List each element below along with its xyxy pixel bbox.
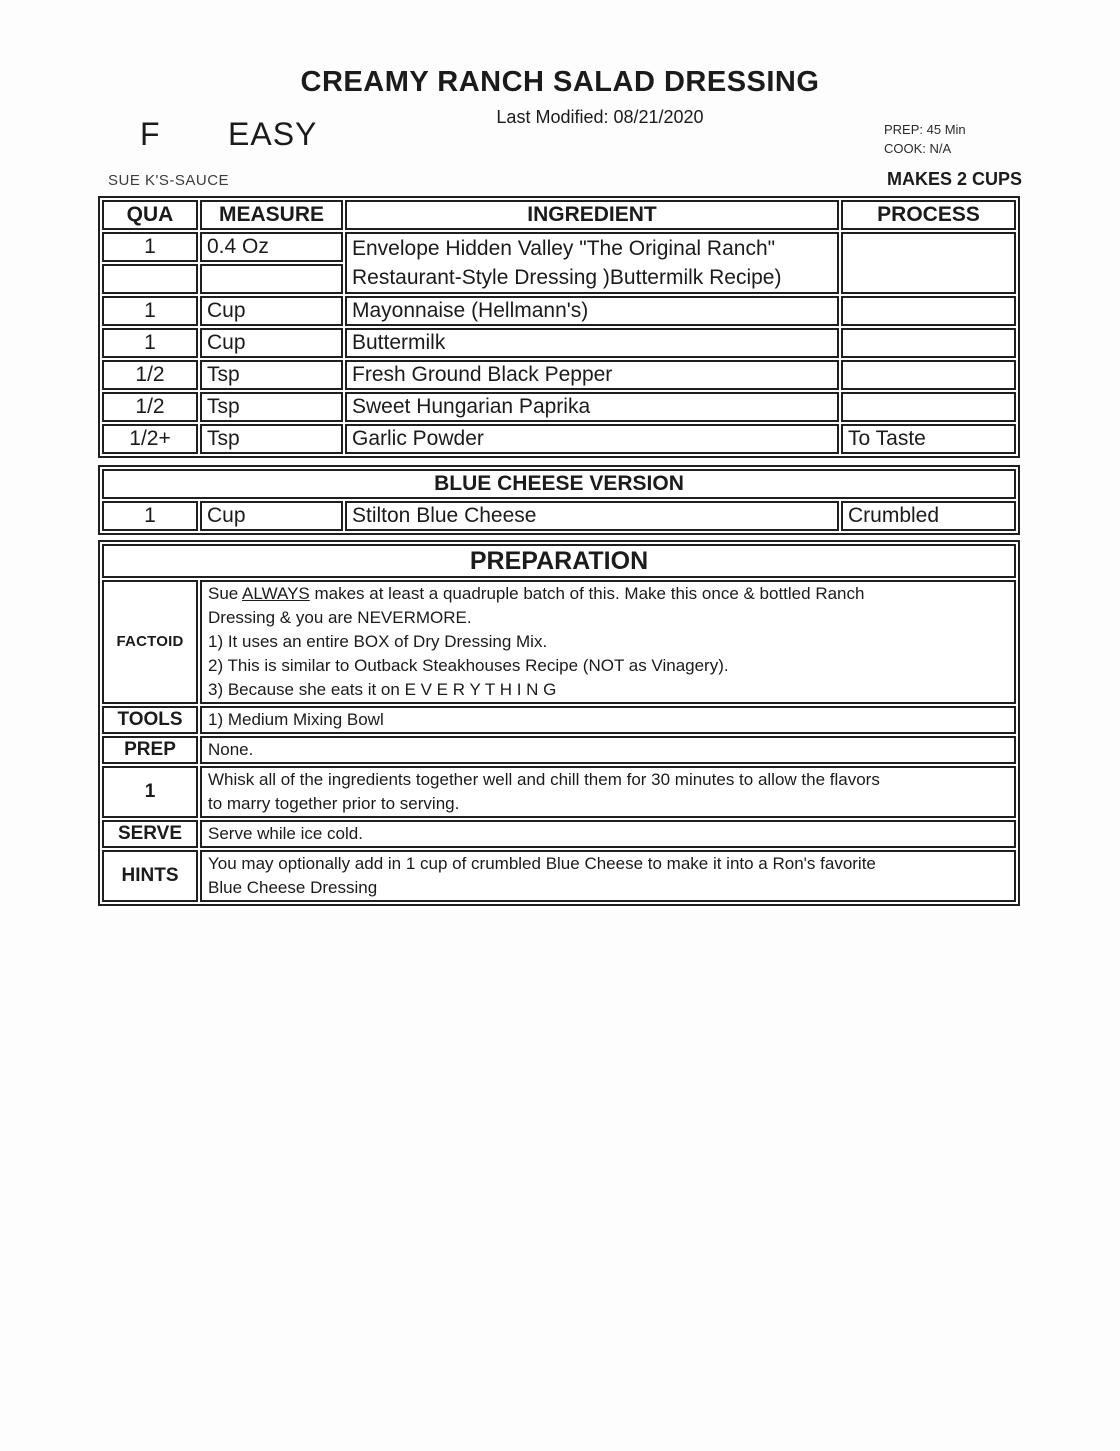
step-row [102,766,1016,818]
tools-row [102,706,1016,734]
factoid-text [200,580,1016,704]
factoid-row [102,580,1016,704]
factoid-line1-underlined: ALWAYS [242,584,310,603]
factoid-line1-pre: Sue [208,584,243,603]
ingredients-table [98,196,1020,458]
prep-time: PREP: 45 Min [884,122,966,137]
measure-cell: Tsp [200,360,343,390]
prep-text: None. [200,736,1016,764]
preparation-section-title: PREPARATION [102,544,1016,578]
factoid-line: Dressing & you are NEVERMORE. [208,608,472,627]
prep-label: PREP [102,736,198,764]
table-row [102,328,1016,358]
qua-cell: 1 [102,328,198,358]
ingredient-cell: Mayonnaise (Hellmann's) [345,296,839,326]
tools-label: TOOLS [102,706,198,734]
column-header-ingredient: INGREDIENT [345,200,839,230]
table-row [102,232,1016,262]
last-modified-date: Last Modified: 08/21/2020 [496,107,704,127]
section-header-row [102,544,1016,578]
hints-text [200,850,1016,902]
factoid-line: 3) Because she eats it on E V E R Y T H I N G [208,680,557,699]
table-row [102,501,1016,531]
hint-line: Blue Cheese Dressing [208,878,378,897]
process-cell [841,392,1016,422]
section-header-row [102,469,1016,499]
measure-cell-empty [200,264,343,294]
ingredients-header-row [102,200,1016,230]
ingredient-cell: Stilton Blue Cheese [345,501,839,531]
table-row [102,392,1016,422]
hints-label: HINTS [102,850,198,902]
factoid-line: 1) It uses an entire BOX of Dry Dressing Mix. [208,632,548,651]
process-cell [841,232,1016,294]
prep-row [102,736,1016,764]
difficulty-label: EASY [228,116,318,152]
table-row [102,424,1016,454]
qua-cell: 1/2 [102,392,198,422]
serve-row [102,820,1016,848]
qua-cell: 1/2+ [102,424,198,454]
factoid-line: 2) This is similar to Outback Steakhouses Recipe (NOT as Vinagery). [208,656,729,675]
recipe-category: SUE K'S-SAUCE [108,172,230,189]
step-line: Whisk all of the ingredients together well and chill them for 30 minutes to allow the flavors [208,770,880,789]
column-header-qua: QUA [102,200,198,230]
ingredient-cell [345,232,839,294]
ingredient-cell: Fresh Ground Black Pepper [345,360,839,390]
cook-time: COOK: N/A [884,141,952,156]
hints-row [102,850,1016,902]
qua-cell: 1/2 [102,360,198,390]
measure-cell: Cup [200,328,343,358]
measure-cell: Cup [200,296,343,326]
serve-label: SERVE [102,820,198,848]
tools-text: 1) Medium Mixing Bowl [200,706,1016,734]
table-row [102,296,1016,326]
factoid-line [208,582,1008,606]
ingredient-cell: Buttermilk [345,328,839,358]
process-cell [841,296,1016,326]
blue-cheese-section-title: BLUE CHEESE VERSION [102,469,1016,499]
time-block [884,120,966,158]
ingredient-line: Restaurant-Style Dressing )Buttermilk Recipe) [352,266,782,289]
measure-cell: Tsp [200,392,343,422]
step-text [200,766,1016,818]
serve-text: Serve while ice cold. [200,820,1016,848]
factoid-label: FACTOID [102,580,198,704]
qua-cell: 1 [102,501,198,531]
column-header-measure: MEASURE [200,200,343,230]
blue-cheese-table [98,465,1020,535]
qua-cell-empty [102,264,198,294]
step-line: to marry together prior to serving. [208,794,460,813]
factoid-line1-post: makes at least a quadruple batch of this. Make this once & bottled Ranch [309,584,865,603]
recipe-flag: F [140,116,160,152]
measure-cell: Cup [200,501,343,531]
page-title: CREAMY RANCH SALAD DRESSING [300,66,820,98]
ingredient-cell: Garlic Powder [345,424,839,454]
column-header-process: PROCESS [841,200,1016,230]
measure-cell: 0.4 Oz [200,232,343,262]
preparation-table [98,540,1020,906]
hint-line: You may optionally add in 1 cup of crumbled Blue Cheese to make it into a Ron's favorite [208,854,876,873]
table-row [102,360,1016,390]
process-cell [841,328,1016,358]
ingredient-cell: Sweet Hungarian Paprika [345,392,839,422]
qua-cell: 1 [102,296,198,326]
yield-label: MAKES 2 CUPS [886,169,1022,189]
process-cell: Crumbled [841,501,1016,531]
ingredient-line: Envelope Hidden Valley "The Original Ranch" [352,237,776,260]
measure-cell: Tsp [200,424,343,454]
process-cell [841,360,1016,390]
step-number: 1 [102,766,198,818]
qua-cell: 1 [102,232,198,262]
process-cell: To Taste [841,424,1016,454]
